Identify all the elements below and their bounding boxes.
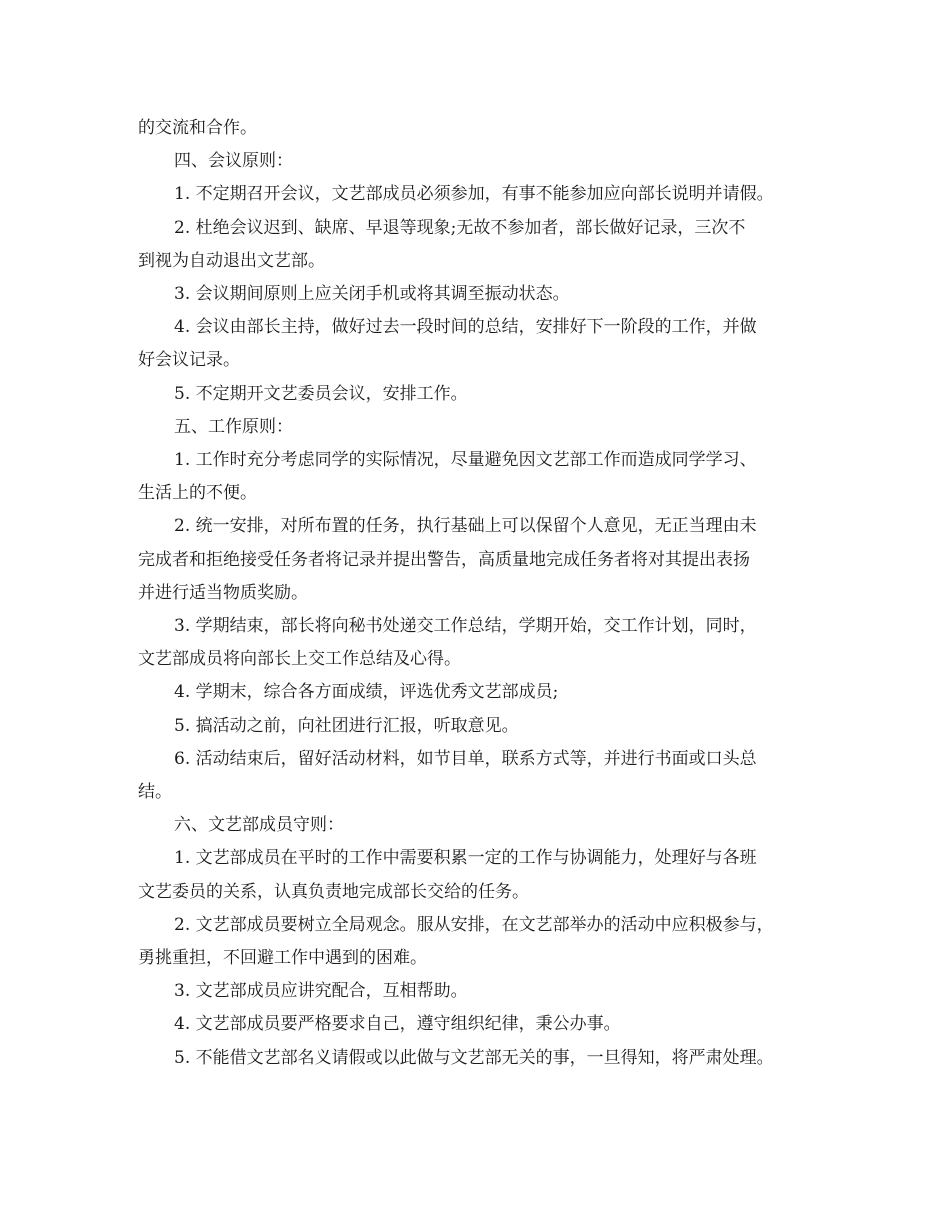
text-line: 勇挑重担，不回避工作中遇到的困难。 [138, 948, 427, 969]
text-line: 3. 学期结束，部长将向秘书处递交工作总结，学期开始，交工作计划，同时， [174, 616, 757, 637]
text-line: 4. 学期末，综合各方面成绩，评选优秀文艺部成员; [174, 682, 559, 703]
text-line: 2. 统一安排，对所布置的任务，执行基础上可以保留个人意见，无正当理由未 [174, 516, 757, 537]
text-line: 1. 工作时充分考虑同学的实际情况，尽量避免因文艺部工作而造成同学学习、 [174, 450, 757, 471]
text-line: 生活上的不便。 [138, 483, 257, 504]
text-line: 六、文艺部成员守则： [174, 815, 344, 836]
text-line: 4. 会议由部长主持，做好过去一段时间的总结，安排好下一阶段的工作，并做 [174, 317, 757, 338]
text-line: 3. 会议期间原则上应关闭手机或将其调至振动状态。 [174, 284, 570, 305]
text-line: 1. 文艺部成员在平时的工作中需要积累一定的工作与协调能力，处理好与各班 [174, 848, 757, 869]
text-line: 2. 文艺部成员要树立全局观念。服从安排，在文艺部举办的活动中应积极参与， [174, 914, 774, 935]
text-line: 到视为自动退出文艺部。 [138, 250, 325, 271]
text-line: 五、工作原则： [174, 416, 293, 437]
text-line: 文艺委员的关系，认真负责地完成部长交给的任务。 [138, 881, 529, 902]
text-line: 5. 不能借文艺部名义请假或以此做与文艺部无关的事，一旦得知，将严肃处理。 [174, 1047, 774, 1068]
text-line: 四、会议原则： [174, 151, 293, 172]
text-line: 好会议记录。 [138, 350, 240, 371]
text-line: 完成者和拒绝接受任务者将记录并提出警告，高质量地完成任务者将对其提出表扬 [138, 549, 750, 570]
text-line: 3. 文艺部成员应讲究配合，互相帮助。 [174, 981, 468, 1002]
text-line: 1. 不定期召开会议，文艺部成员必须参加，有事不能参加应向部长说明并请假。 [174, 184, 774, 205]
text-line: 6. 活动结束后，留好活动材料，如节目单，联系方式等，并进行书面或口头总 [174, 748, 757, 769]
text-line: 的交流和合作。 [138, 118, 257, 138]
text-line: 5. 不定期开文艺委员会议，安排工作。 [174, 383, 468, 404]
text-line: 4. 文艺部成员要严格要求自己，遵守组织纪律，秉公办事。 [174, 1014, 621, 1035]
document-body [138, 112, 828, 1075]
text-line: 结。 [138, 782, 172, 803]
text-line: 5. 搞活动之前，向社团进行汇报，听取意见。 [174, 715, 519, 736]
text-line: 并进行适当物质奖励。 [138, 582, 308, 603]
text-line: 文艺部成员将向部长上交工作总结及心得。 [138, 649, 461, 670]
text-line: 2. 杜绝会议迟到、缺席、早退等现象;无故不参加者，部长做好记录，三次不 [174, 217, 746, 238]
